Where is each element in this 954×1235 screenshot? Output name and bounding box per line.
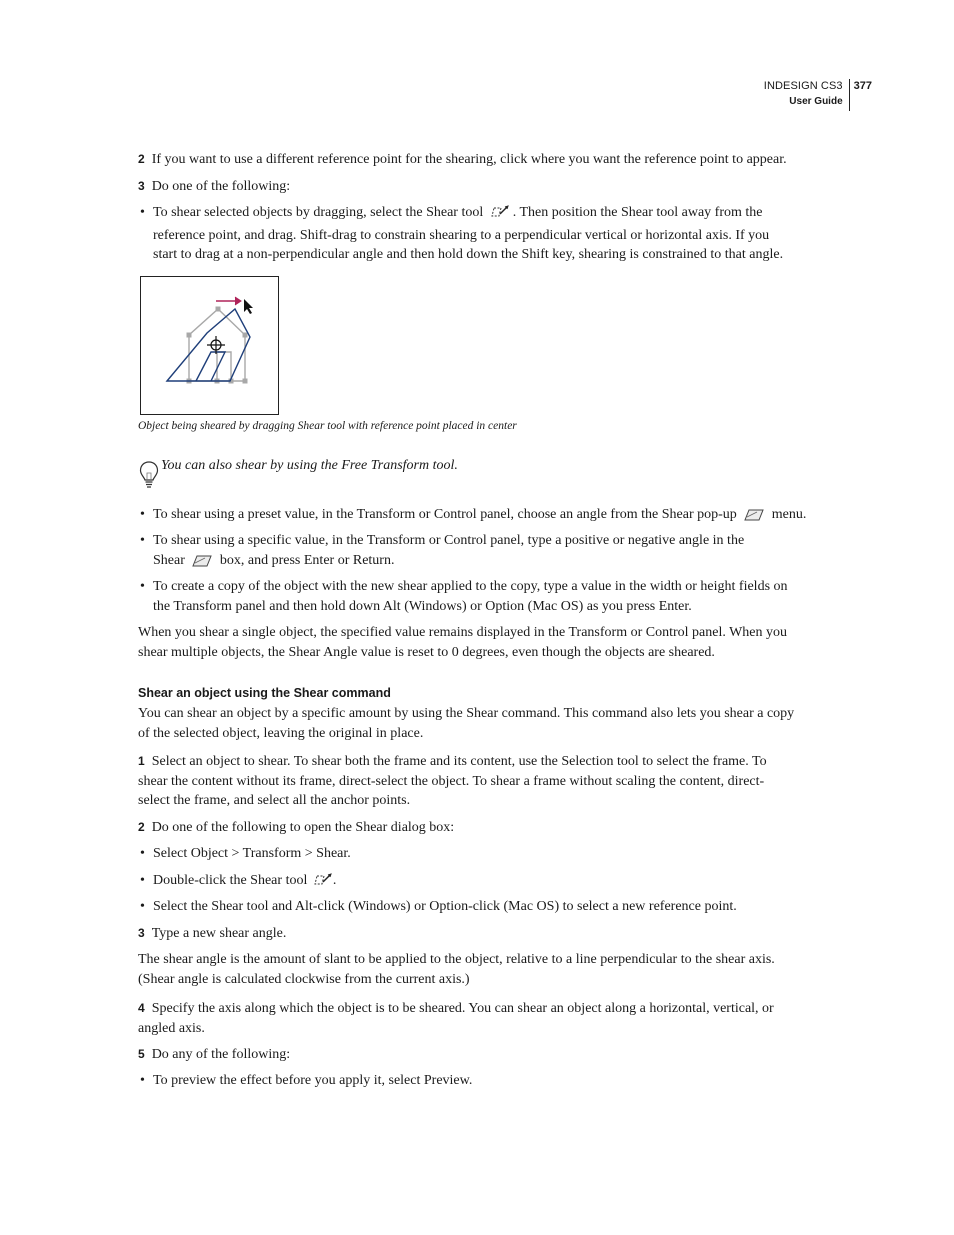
bullet-text: Select the Shear tool and Alt-click (Windows) or Option-click (Mac OS) to select a new reference point. [153, 899, 737, 914]
bullet-mark: • [140, 533, 145, 548]
para-single-object [138, 623, 818, 662]
header-guide: User Guide [789, 96, 843, 107]
bullet-text-line2: the Transform panel and then hold down Alt (Windows) or Option (Mac OS) as you press Enter. [153, 598, 692, 614]
step-text: Do one of the following to open the Shear dialog box: [151, 820, 455, 835]
shear-angle-icon [191, 554, 213, 574]
drag-arrow-icon [216, 297, 241, 305]
figure-caption: Object being sheared by dragging Shear tool with reference point placed in center [138, 420, 517, 432]
bullet-copy [138, 577, 818, 616]
para-line2: shear multiple objects, the Shear Angle value is reset to 0 degrees, even though the objects are sheared. [138, 644, 715, 660]
bullet-text-line1: To shear using a specific value, in the Transform or Control panel, type a positive or negative angle in the [153, 533, 745, 548]
figure-caption-block [138, 417, 818, 437]
tip-block [161, 456, 761, 476]
step-3-top [138, 177, 818, 197]
bullet-text-cont: menu. [771, 507, 807, 522]
step-number: 1 [138, 754, 145, 768]
step-text: Select an object to shear. To shear both the frame and its content, use the Selection tool to select the frame. To [151, 754, 767, 769]
step-number: 4 [138, 1001, 145, 1015]
section-intro [138, 704, 818, 743]
step-3-bottom [138, 924, 818, 944]
step-number: 2 [138, 152, 145, 166]
shear-illustration [141, 277, 278, 414]
bullet-mark: • [140, 873, 145, 888]
bullet-specific [138, 531, 818, 573]
bullet-text-cont: . Then position the Shear tool away from the [512, 205, 763, 220]
step-text-line2: angled axis. [138, 1020, 205, 1036]
reference-point-icon [207, 336, 225, 354]
bullet-text: Double-click the Shear tool [153, 873, 308, 888]
para-line1: The shear angle is the amount of slant to be applied to the object, relative to a line perpendicular to the shear axis. [138, 952, 775, 967]
bullet-menu-shear [138, 844, 818, 864]
step-number: 2 [138, 820, 145, 834]
bullet-alt-click [138, 897, 818, 917]
page-number: 377 [853, 80, 872, 92]
bullet-text: Select Object > Transform > Shear. [153, 846, 351, 861]
bullet-text-line1: To create a copy of the object with the new shear applied to the copy, type a value in the width or height fields on [153, 579, 788, 594]
step-number: 3 [138, 179, 145, 193]
page-header [764, 79, 872, 111]
intro-line1: You can shear an object by a specific amount by using the Shear command. This command also lets you shear a copy [138, 706, 795, 721]
bullet-text: To preview the effect before you apply it, select Preview. [153, 1073, 473, 1088]
shear-tool-icon [490, 205, 510, 226]
para-line1: When you shear a single object, the specified value remains displayed in the Transform or Control panel. When you [138, 625, 788, 640]
step-text: Specify the axis along which the object is to be sheared. You can shear an object along a horizontal, vertical, or [151, 1001, 774, 1016]
bullet-mark: • [140, 205, 145, 220]
step-number: 5 [138, 1047, 145, 1061]
step-4-bottom [138, 999, 818, 1038]
section-heading-block [138, 684, 818, 704]
section-heading: Shear an object using the Shear command [138, 686, 391, 700]
bullet-preview [138, 1071, 818, 1091]
step-2-top [138, 150, 818, 170]
bullet-mark: • [140, 846, 145, 861]
shear-figure [140, 276, 279, 415]
bullet-text: Shear [153, 552, 185, 568]
cursor-icon [244, 299, 253, 314]
bullet-mark: • [140, 899, 145, 914]
bullet-mark: • [140, 579, 145, 594]
bullet-text-line3: start to drag at a non-perpendicular angle and then hold down the Shift key, shearing is constrained to that angle. [153, 247, 784, 263]
step-2-bottom [138, 818, 818, 838]
step-text: Type a new shear angle. [151, 926, 287, 941]
shear-angle-icon [743, 508, 765, 528]
tip-text: You can also shear by using the Free Transform tool. [161, 458, 458, 473]
step-text: Do any of the following: [151, 1047, 291, 1062]
bullet-drag [138, 203, 818, 265]
header-product: INDESIGN CS3 [763, 80, 843, 92]
bullet-preset [138, 505, 818, 528]
bullet-text: To shear using a preset value, in the Transform or Control panel, choose an angle from the Shear pop-up [153, 507, 737, 522]
bullet-mark: • [140, 1073, 145, 1088]
step-text: If you want to use a different reference point for the shearing, click where you want the reference point to appear. [151, 152, 787, 167]
step-number: 3 [138, 926, 145, 940]
step-1-bottom [138, 752, 818, 811]
step-text-line3: select the frame, and select all the anchor points. [138, 793, 411, 809]
bullet-text: To shear selected objects by dragging, select the Shear tool [153, 205, 484, 220]
step-5-bottom [138, 1045, 818, 1065]
shear-tool-icon [313, 873, 333, 894]
para-line2: (Shear angle is calculated clockwise from the current axis.) [138, 971, 470, 987]
step-text: Do one of the following: [151, 179, 291, 194]
para-shear-angle [138, 950, 818, 989]
step-text-line2: shear the content without its frame, direct-select the object. To shear a frame without scaling the content, direct- [138, 773, 765, 789]
bullet-text-cont: box, and press Enter or Return. [219, 552, 395, 568]
header-titles [764, 79, 849, 109]
bullet-text-line2: reference point, and drag. Shift-drag to constrain shearing to a perpendicular vertical or horizontal axis. If you [153, 227, 770, 243]
bullet-text-cont: . [332, 873, 337, 888]
bullet-double-click [138, 871, 818, 894]
intro-line2: of the selected object, leaving the original in place. [138, 725, 424, 741]
lightbulb-icon [139, 460, 159, 490]
bullet-mark: • [140, 507, 145, 522]
